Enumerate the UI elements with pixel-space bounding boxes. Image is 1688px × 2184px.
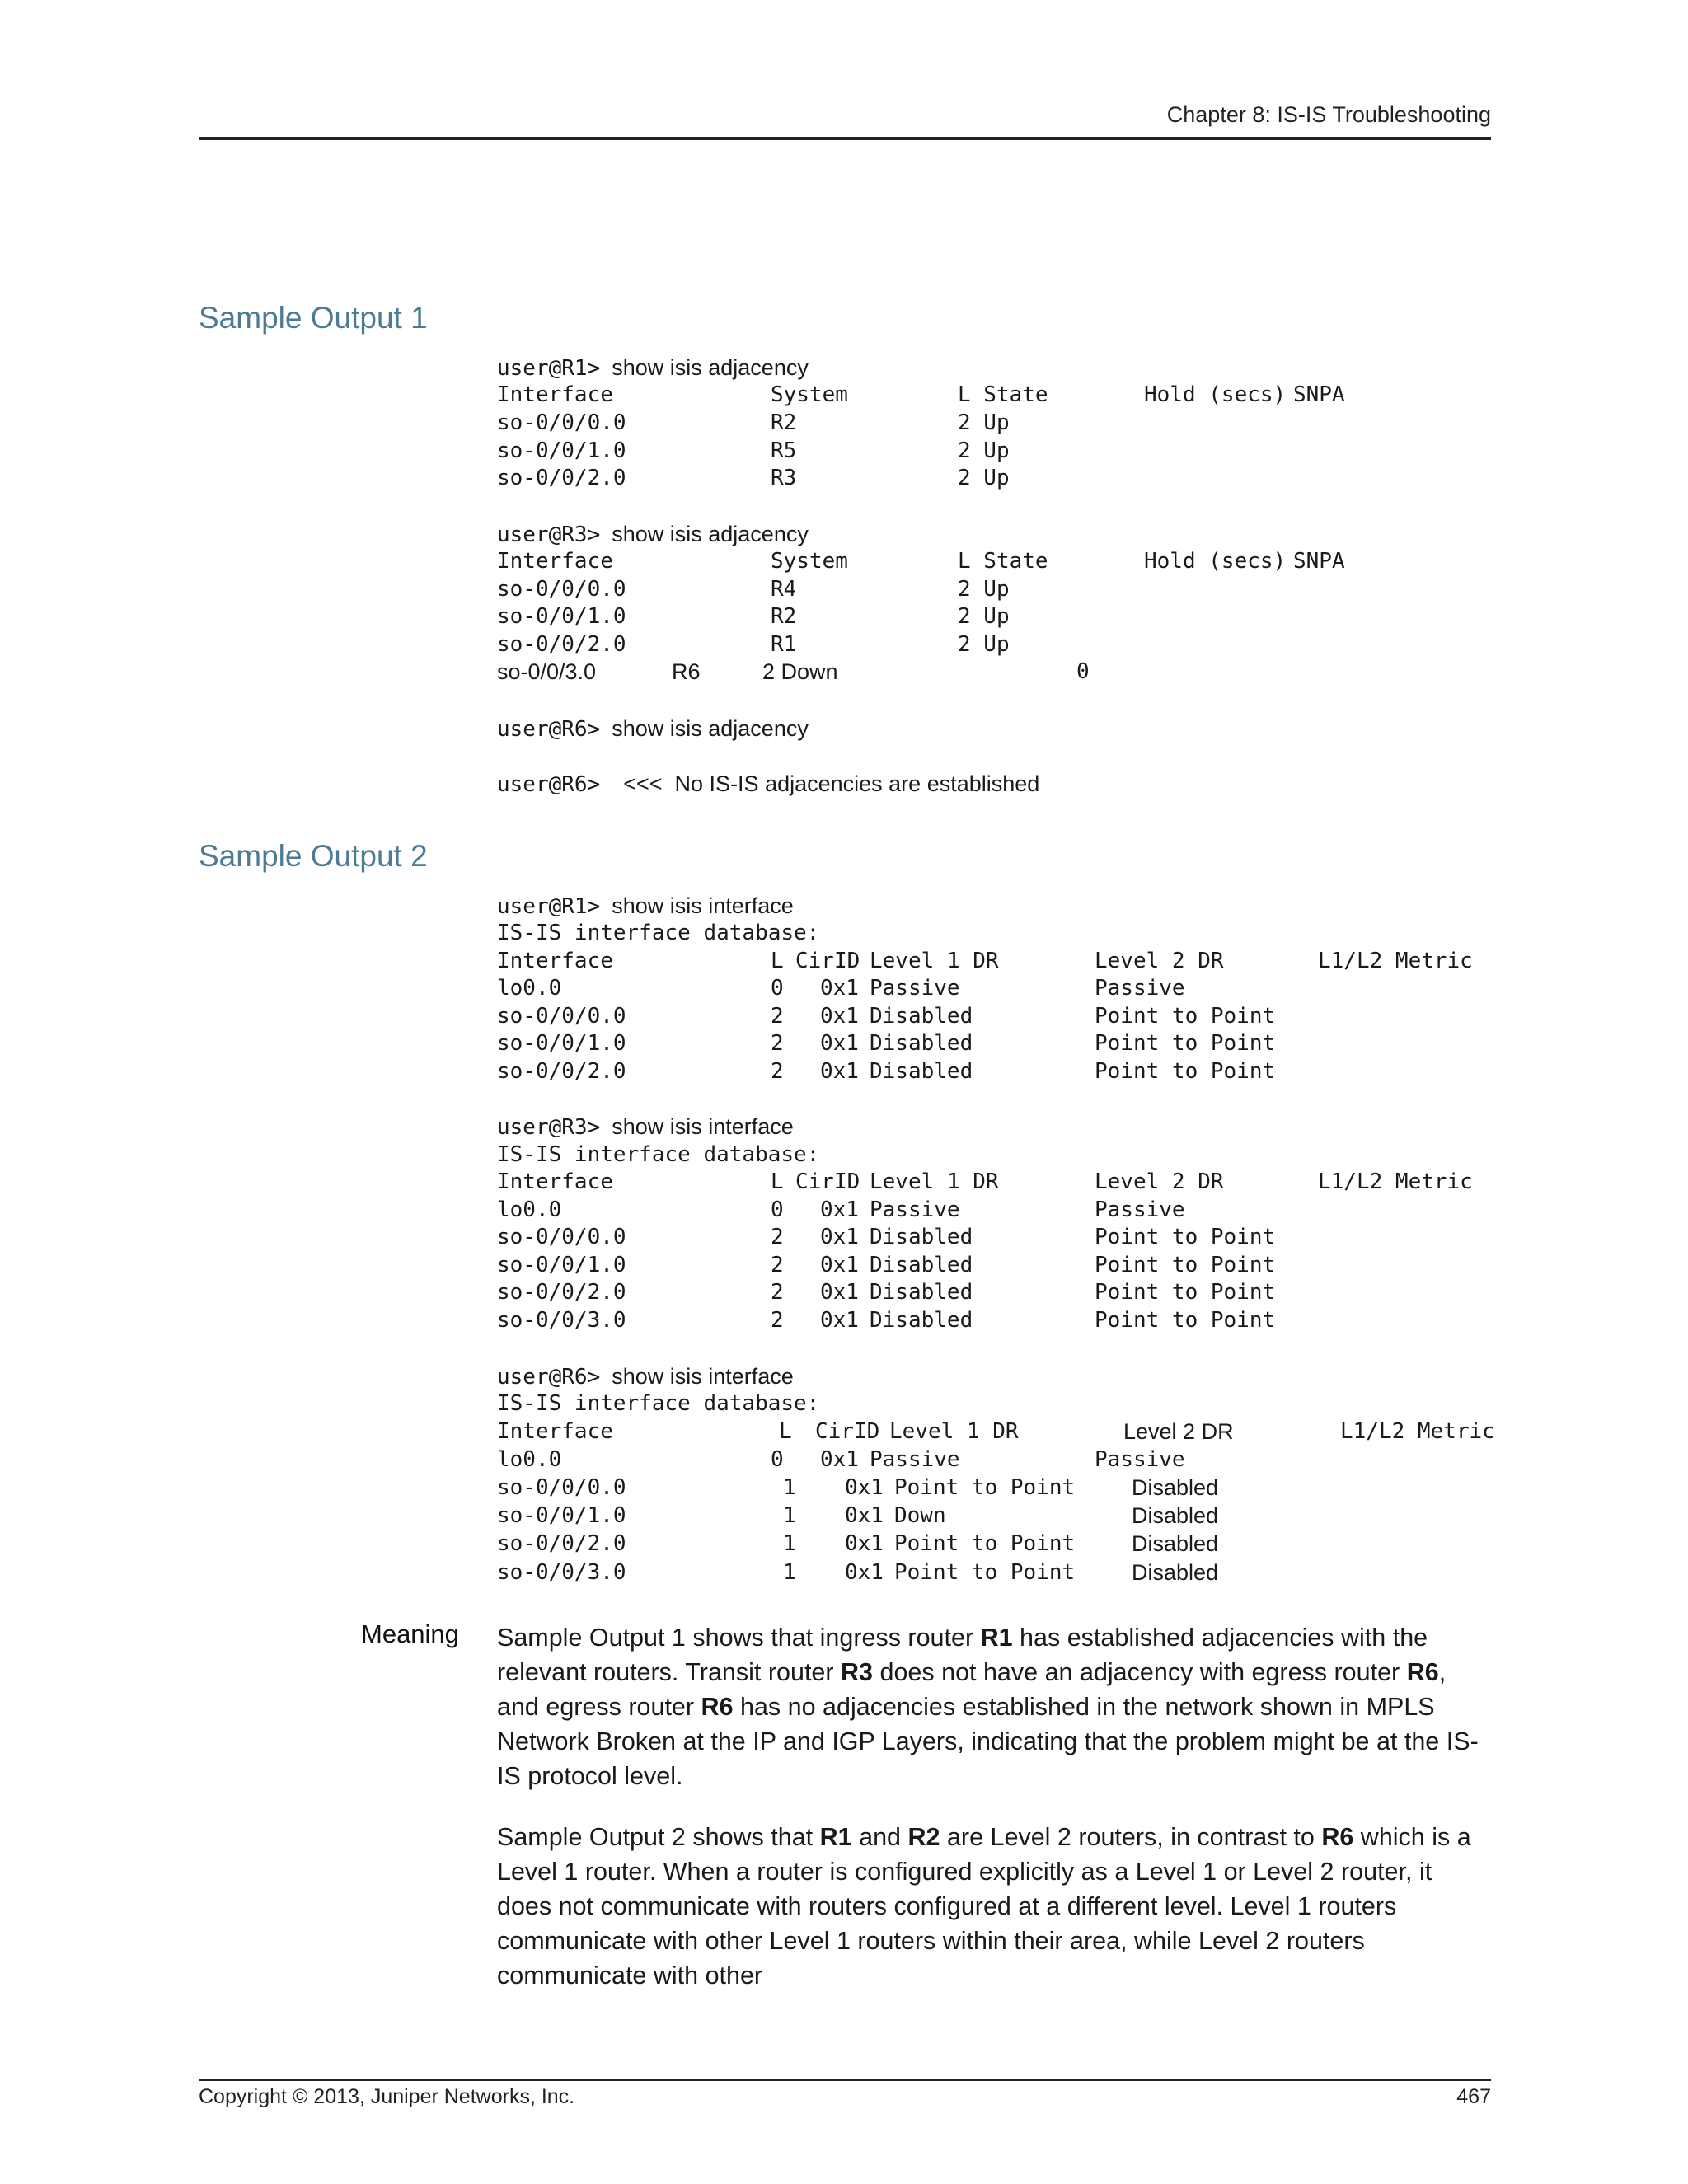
table-header: Interface L CirID Level 1 DR Level 2 DR L1/L2 Metric xyxy=(497,1169,1473,1194)
meaning-paragraph-2: Sample Output 2 shows that R1 and R2 are Level 2 routers, in contrast to R6 which is a Level 1 router. When a router is configured explicitly as a Level 1 or Level 2 router, it does not communicate with routers configured at a different level. Level 1 routers communicate with other Level 1 routers within their area, while Level 2 routers communicate with other xyxy=(497,1823,1471,1990)
meaning-paragraph-1: Sample Output 1 shows that ingress router R1 has established adjacencies with the relevant routers. Transit router R3 does not have an adjacency with egress router R6, and egress router R6 has no adjacencies established in the network shown in MPLS Network Broken at the IP and IGP Layers, indicating that the problem might be at the IS-IS protocol level. xyxy=(497,1624,1479,1790)
copyright: Copyright © 2013, Juniper Networks, Inc. xyxy=(199,2085,575,2108)
page-header xyxy=(199,96,1491,140)
table-header: Interface L CirID Level 1 DR Level 2 DR L1/L2 Metric xyxy=(497,1419,1495,1444)
table-row: so-0/0/0.0 2 0x1 Disabled Point to Point xyxy=(497,1004,1276,1029)
table-row: so-0/0/2.0 2 0x1 Disabled Point to Point xyxy=(497,1059,1276,1084)
command-line: user@R1> show isis interface xyxy=(497,893,794,919)
section-heading-sample-output-2: Sample Output 2 xyxy=(199,839,428,873)
table-row: so-0/0/0.0 R2 2 Up xyxy=(497,410,1010,435)
command-line: user@R3> show isis interface xyxy=(497,1114,794,1140)
table-row: so-0/0/2.0 2 0x1 Disabled Point to Point xyxy=(497,1280,1276,1305)
chapter-title: Chapter 8: IS-IS Troubleshooting xyxy=(1166,102,1491,127)
table-row: so-0/0/1.0 2 0x1 Disabled Point to Point xyxy=(497,1253,1276,1277)
table-row: so-0/0/2.0 R1 2 Up xyxy=(497,632,1010,657)
table-row-highlight: so-0/0/3.0 R6 2 Down 0 xyxy=(497,659,1090,684)
section-heading-sample-output-1: Sample Output 1 xyxy=(199,301,428,335)
table-header: Interface System L State Hold (secs) SNPA xyxy=(497,382,1345,407)
table-header: Interface System L State Hold (secs) SNPA xyxy=(497,549,1345,574)
footer-rule xyxy=(199,2079,1491,2081)
table-row: so-0/0/2.0 R3 2 Up xyxy=(497,466,1010,490)
table-row: so-0/0/0.0 2 0x1 Disabled Point to Point xyxy=(497,1225,1276,1249)
table-row: so-0/0/3.0 2 0x1 Disabled Point to Point xyxy=(497,1308,1276,1333)
table-row: so-0/0/0.0 1 0x1 Point to Point Disabled xyxy=(497,1475,1219,1500)
table-row: lo0.0 0 0x1 Passive Passive xyxy=(497,976,1185,1001)
table-row: lo0.0 0 0x1 Passive Passive xyxy=(497,1197,1185,1222)
table-row: so-0/0/1.0 R2 2 Up xyxy=(497,604,1010,629)
command-line: user@R3> show isis adjacency xyxy=(497,522,809,547)
table-row: so-0/0/1.0 R5 2 Up xyxy=(497,438,1010,463)
table-row: so-0/0/1.0 1 0x1 Down Disabled xyxy=(497,1503,1219,1528)
table-row: lo0.0 0 0x1 Passive Passive xyxy=(497,1447,1185,1472)
table-row: so-0/0/3.0 1 0x1 Point to Point Disabled xyxy=(497,1560,1219,1585)
meaning-label: Meaning xyxy=(361,1619,459,1648)
table-row: so-0/0/0.0 R4 2 Up xyxy=(497,577,1010,602)
command-line: user@R6> <<< No IS-IS adjacencies are established xyxy=(497,771,1040,797)
table-header: Interface L CirID Level 1 DR Level 2 DR L1/L2 Metric xyxy=(497,949,1473,973)
command-line: user@R1> show isis adjacency xyxy=(497,355,809,381)
command-line: user@R6> show isis interface xyxy=(497,1364,794,1390)
table-row: so-0/0/1.0 2 0x1 Disabled Point to Point xyxy=(497,1031,1276,1056)
table-row: so-0/0/2.0 1 0x1 Point to Point Disabled xyxy=(497,1531,1219,1556)
command-line: user@R6> show isis adjacency xyxy=(497,716,809,742)
page-number: 467 xyxy=(1456,2085,1491,2108)
